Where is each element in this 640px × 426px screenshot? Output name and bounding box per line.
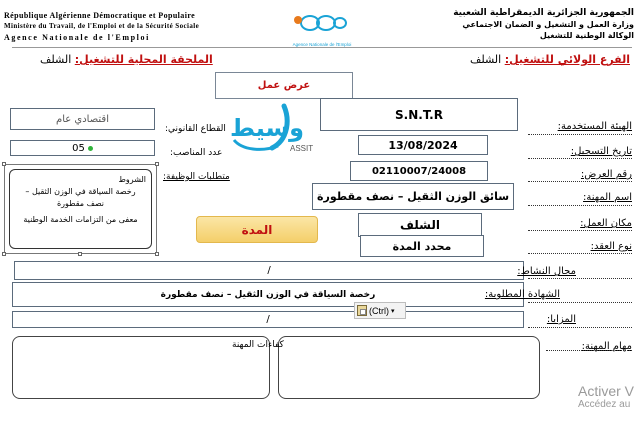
wilaya-branch-value: الشلف xyxy=(469,53,502,66)
conditions-title: الشروط xyxy=(118,175,146,184)
reg-date-label: تاريخ التسجيل: xyxy=(570,146,632,157)
paste-options-label: (Ctrl) xyxy=(369,305,389,316)
assit-text: ASSIT xyxy=(290,144,314,153)
chevron-down-icon: ▾ xyxy=(391,306,395,315)
tasks-field[interactable] xyxy=(278,336,540,399)
employer-field[interactable]: S.N.T.R xyxy=(320,98,518,131)
tasks-label: مهام المهنة: xyxy=(581,341,632,352)
logo-caption: Agence Nationale de l'Emploi xyxy=(292,42,352,47)
conditions-line1: رخصة السياقة في الوزن الثقيل – xyxy=(25,187,136,196)
watermark-line2: Accédez au xyxy=(578,399,631,410)
conditions-content xyxy=(9,169,152,249)
activity-field[interactable]: / xyxy=(14,261,524,280)
reg-date-field[interactable]: 13/08/2024 xyxy=(358,135,488,155)
benefits-label: المزايا: xyxy=(546,314,576,325)
contract-field[interactable]: محدد المدة xyxy=(360,235,484,257)
header-divider xyxy=(12,47,632,48)
wilaya-branch-label: الفرع الولائي للتشغيل: xyxy=(504,53,630,66)
sector-label: القطاع القانوني: xyxy=(165,124,226,134)
offer-number-label: رقم العرض: xyxy=(580,169,632,180)
clipboard-icon xyxy=(357,305,367,316)
wilaya-branch xyxy=(470,53,630,66)
wasit-text: وسيط xyxy=(230,114,305,142)
local-branch-value: الشلف xyxy=(40,53,72,66)
header-ar-line3: الوكالة الوطنية للتشغيل xyxy=(539,31,634,40)
workplace-field[interactable]: الشلف xyxy=(358,213,482,237)
conditions-line3: معفى من التزامات الخدمة الوطنية xyxy=(23,215,138,224)
header-french xyxy=(4,10,274,43)
watermark-line1: Activer V xyxy=(578,383,635,399)
sector-field[interactable]: اقتصادي عام xyxy=(10,108,155,130)
positions-field[interactable] xyxy=(10,140,155,156)
header-fr-line2: Ministère du Travail, de l'Emploi et de la Sécurité Sociale xyxy=(4,22,200,30)
workplace-label: مكان العمل: xyxy=(580,218,632,229)
positions-label: عدد المناصب: xyxy=(170,148,223,158)
offer-number-field[interactable]: 02110007/24008 xyxy=(350,161,488,181)
employer-label: الهيئة المستخدمة: xyxy=(557,121,632,132)
certificate-label: الشهادة المطلوبة: xyxy=(484,289,560,300)
requirements-label: متطلبات الوظيفة: xyxy=(163,172,230,182)
header-fr-line3: Agence Nationale de l'Emploi xyxy=(4,33,150,42)
conditions-box[interactable] xyxy=(4,164,157,254)
activity-label: مجال النشاط: xyxy=(517,266,576,277)
local-branch xyxy=(40,53,213,66)
duration-badge: المدة xyxy=(196,216,318,243)
header-ar-line1: الجمهورية الجزائرية الديمقراطية الشعبية xyxy=(453,8,634,18)
job-title-field[interactable]: سائق الوزن الثقيل – نصف مقطورة xyxy=(312,183,514,210)
header-ar-line2: وزارة العمل و التشغيل و الضمان الاجتماعي xyxy=(462,20,634,29)
activation-watermark xyxy=(578,383,640,410)
local-branch-label: الملحقة المحلية للتشغيل: xyxy=(74,53,213,66)
conditions-line2: نصف مقطورة xyxy=(56,199,105,208)
anem-logo-icon xyxy=(282,8,362,38)
offer-title: عرض عمل xyxy=(215,72,353,99)
header-fr-line1: République Algérienne Démocratique et Populaire xyxy=(4,11,196,20)
resize-dot-icon xyxy=(88,146,93,151)
skills-label: كفاءات المهنة xyxy=(232,340,284,350)
certificate-field[interactable]: رخصة السياقة في الوزن الثقيل – نصف مقطورة xyxy=(12,282,524,307)
wasit-logo xyxy=(222,100,322,160)
job-title-label: اسم المهنة: xyxy=(583,192,632,203)
anem-logo xyxy=(282,8,362,48)
benefits-field[interactable]: / xyxy=(12,311,524,328)
positions-value: 05 xyxy=(72,142,85,154)
paste-options-button[interactable] xyxy=(354,302,406,319)
header-arabic xyxy=(364,8,634,41)
contract-label: نوع العقد: xyxy=(590,241,632,252)
